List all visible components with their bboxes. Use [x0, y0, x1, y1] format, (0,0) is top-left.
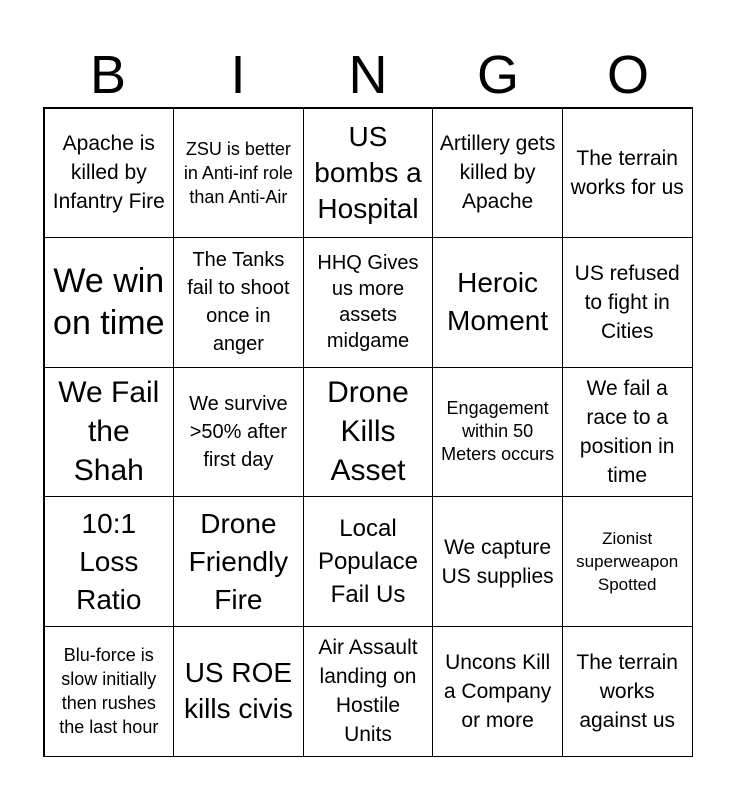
- header-letter-o: O: [606, 45, 649, 105]
- bingo-cell[interactable]: [173, 626, 304, 757]
- bingo-cell-text: Uncons Kill a Company or more: [443, 650, 552, 732]
- header-letter-g: G: [476, 45, 519, 105]
- bingo-cell[interactable]: [303, 367, 434, 498]
- header-letter-i: I: [230, 45, 246, 105]
- bingo-cell[interactable]: [562, 237, 693, 368]
- bingo-cell-text: We capture US supplies: [441, 535, 554, 588]
- bingo-cell[interactable]: [562, 626, 693, 757]
- bingo-cell[interactable]: [432, 108, 563, 239]
- bingo-cell[interactable]: [432, 626, 563, 757]
- bingo-cell-text: The terrain works for us: [570, 146, 684, 199]
- bingo-cell-text: The Tanks fail to shoot once in anger: [187, 249, 290, 356]
- bingo-cell[interactable]: [44, 237, 175, 368]
- bingo-cell[interactable]: [303, 626, 434, 757]
- header-letter-n: N: [348, 45, 388, 105]
- bingo-card-grid: [43, 107, 693, 757]
- bingo-cell[interactable]: [173, 367, 304, 498]
- bingo-cell-text: Local Populace Fail Us: [317, 515, 419, 609]
- bingo-cell-text: Heroic Moment: [447, 267, 549, 337]
- bingo-cell[interactable]: [562, 496, 693, 627]
- bingo-cell[interactable]: [44, 367, 175, 498]
- bingo-cell-text: Engagement within 50 Meters occurs: [441, 398, 555, 465]
- bingo-cell-text: Artillery gets killed by Apache: [439, 132, 556, 214]
- bingo-cell-text: We survive >50% after first day: [189, 392, 288, 471]
- bingo-cell-text: US ROE kills civis: [183, 657, 293, 725]
- bingo-cell[interactable]: [303, 108, 434, 239]
- bingo-cell-text: We fail a race to a position in time: [579, 376, 675, 487]
- bingo-cell-text: Apache is killed by Infantry Fire: [52, 132, 165, 214]
- bingo-cell[interactable]: [173, 237, 304, 368]
- bingo-cell-text: HHQ Gives us more assets midgame: [317, 252, 419, 353]
- bingo-cell-text: Zionist superweapon Spotted: [576, 529, 679, 595]
- bingo-cell-text: We Fail the Shah: [58, 376, 160, 488]
- bingo-cell[interactable]: [303, 496, 434, 627]
- bingo-cell-text: Blu-force is slow initially then rushes the last hour: [59, 645, 159, 738]
- bingo-cell[interactable]: [173, 496, 304, 627]
- bingo-header: [43, 42, 693, 108]
- bingo-cell[interactable]: [432, 237, 563, 368]
- bingo-cell-text: US refused to fight in Cities: [574, 261, 680, 343]
- bingo-cell[interactable]: [44, 626, 175, 757]
- bingo-cell-text: We win on time: [53, 262, 165, 343]
- bingo-cell[interactable]: [303, 237, 434, 368]
- bingo-cell-text: The terrain works against us: [576, 650, 678, 732]
- bingo-cell[interactable]: [44, 496, 175, 627]
- bingo-cell[interactable]: [432, 496, 563, 627]
- bingo-cell-text: ZSU is better in Anti-inf role than Anti-Air: [183, 138, 293, 207]
- bingo-cell[interactable]: [173, 108, 304, 239]
- bingo-cell-text: Air Assault landing on Hostile Units: [318, 636, 418, 747]
- bingo-cell[interactable]: [562, 367, 693, 498]
- bingo-cell[interactable]: [44, 108, 175, 239]
- bingo-cell-text: US bombs a Hospital: [314, 120, 422, 224]
- bingo-cell[interactable]: [432, 367, 563, 498]
- bingo-cell-text: Drone Friendly Fire: [188, 507, 289, 615]
- bingo-cell-text: Drone Kills Asset: [327, 376, 409, 488]
- bingo-cell[interactable]: [562, 108, 693, 239]
- header-letter-b: B: [89, 45, 127, 105]
- bingo-cell-text: 10:1 Loss Ratio: [76, 507, 142, 615]
